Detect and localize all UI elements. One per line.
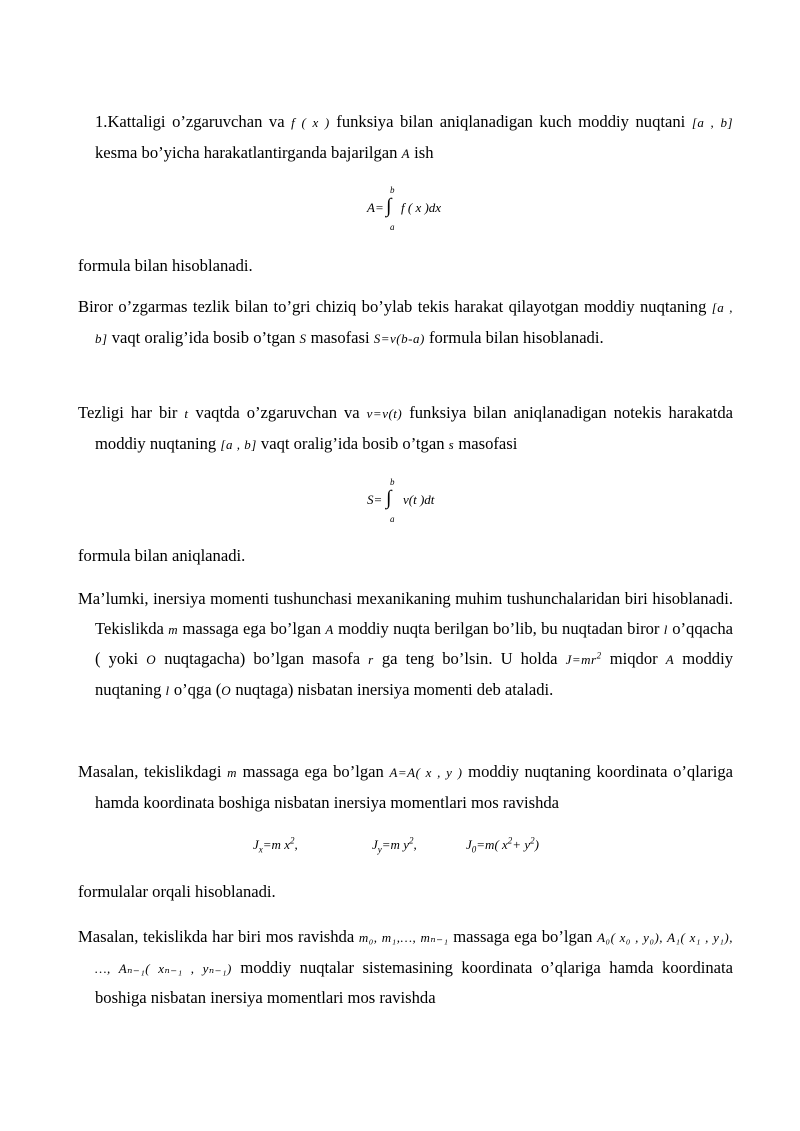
formula-lhs: A= [367, 200, 384, 215]
formula-lhs: S= [367, 492, 383, 507]
math-m: m [227, 765, 237, 780]
math-rhs: =m( x [476, 837, 508, 852]
text: o’qqacha ( yoki [95, 618, 734, 668]
integral-lower-limit: a [390, 222, 395, 232]
math-superscript: 2 [289, 835, 295, 846]
math-J: J [466, 837, 472, 852]
text: massaga ega bo’lgan [242, 762, 384, 781]
text: moddiy nuqtaning [95, 649, 733, 699]
math-rhs: ) [534, 837, 539, 852]
text: vaqt oralig’ida bosib o’tgan [111, 327, 296, 347]
math-comma: , [413, 837, 417, 852]
math-points: A₀( x₀ , y₀), A₁( x₁ , y₁), …, Aₙ₋₁( xₙ₋₁ , yₙ₋₁) [95, 930, 734, 976]
integral-lower-limit: a [390, 514, 395, 524]
math-A: A [401, 145, 411, 161]
math-superscript: 2 [530, 835, 535, 846]
text: masofasi [310, 327, 370, 347]
math-subscript: x [258, 844, 263, 855]
paragraph-variable-motion [78, 398, 733, 459]
text: moddiy nuqtalar sistemasining koordinata o’qlariga hamda koordinata boshiga nisbatan inersiya momentlari mos ravishda [95, 957, 733, 1007]
text: funksiya bilan aniqlanadigan kuch moddiy nuqtani [336, 112, 686, 131]
math-s: s [448, 436, 455, 452]
math-comma: , [294, 837, 298, 852]
formula-J0 [466, 837, 539, 853]
math-J-formula [566, 652, 602, 667]
text: nuqtaga) nisbatan inersiya momenti deb ataladi. [235, 679, 554, 699]
math-O: O [146, 652, 157, 667]
formula-integrand: v(t )dt [403, 492, 435, 507]
text: Masalan, tekislikdagi [78, 762, 222, 781]
paragraph-moment-of-inertia [78, 584, 733, 705]
text: vaqt oralig’ida bosib o’tgan [260, 433, 445, 453]
text: o’qga ( [173, 679, 222, 699]
math-rhs: =m y [381, 837, 409, 852]
math-velocity: v=v(t) [366, 406, 403, 421]
text: formula bilan hisoblanadi. [428, 327, 604, 347]
math-interval: [a , b] [95, 300, 734, 346]
formula-Jy [372, 837, 417, 853]
formula-integrand: f ( x )dx [401, 200, 442, 215]
math-masses: m₀, m₁,…, mₙ₋₁ [358, 930, 449, 945]
math-l: l [663, 621, 668, 637]
math-interval: [a , b] [220, 436, 257, 452]
integral-sign: ∫ [386, 195, 392, 217]
math-point-A: A=A( x , y ) [389, 765, 463, 780]
text: ish [414, 142, 434, 162]
text: massaga ega bo’lgan [453, 927, 593, 946]
paragraph-uniform-motion [78, 292, 733, 353]
text: masofasi [458, 433, 518, 453]
text: Masalan, tekislikda har biri mos ravishda [78, 927, 355, 946]
math-interval: [a , b] [691, 115, 734, 130]
integral-upper-limit: b [390, 477, 395, 487]
math-fx: f ( x ) [291, 115, 330, 130]
text: kesma bo’yicha harakatlantirganda bajarilgan [95, 142, 398, 162]
text: nuqtagacha) bo’lgan masofa [164, 649, 361, 668]
paragraph-point-inertia [78, 757, 733, 817]
text: Biror o’zgarmas tezlik bilan to’gri chiziq bo’ylab tekis harakat qilayotgan moddiy nuqtaning [78, 297, 707, 316]
math-rhs: =m x [262, 837, 290, 852]
text: moddiy nuqta berilgan bo’lib, bu nuqtadan biror [338, 618, 660, 638]
math-rhs: + y [512, 837, 531, 852]
math-J: J [253, 837, 259, 852]
text: moddiy nuqtaning koordinata o’qlariga hamda koordinata boshiga nisbatan inersiya momentlari mos ravishda [95, 762, 733, 812]
math-subscript: y [377, 844, 382, 855]
integral-upper-limit: b [390, 185, 395, 195]
math-J-base: J=mr [565, 652, 597, 667]
math-superscript: 2 [507, 835, 513, 846]
text: Ma’lumki, inersiya momenti tushunchasi mexanikaning muhim tushunchalaridan biri hisoblanadi. Tekislikda [78, 589, 733, 638]
math-superscript: 2 [408, 835, 414, 846]
paragraph-system-inertia [78, 922, 733, 1013]
math-subscript: 0 [471, 844, 477, 855]
math-A: A [665, 652, 675, 667]
math-distance-formula: S=v(b-a) [373, 330, 425, 346]
math-O: O [221, 682, 232, 698]
math-S: S [299, 330, 307, 346]
math-t: t [184, 406, 189, 421]
math-r: r [368, 652, 374, 667]
math-J: J [372, 837, 378, 852]
text: miqdor [609, 649, 658, 668]
paragraph-work-definition [95, 107, 733, 168]
text: Tezligi har bir [78, 403, 178, 422]
paragraph: formula bilan hisoblanadi. [78, 256, 253, 275]
text: massaga ega bo’lgan [182, 618, 322, 638]
text: ga teng bo’lsin. U holda [381, 649, 558, 668]
text: vaqtda o’zgaruvchan va [195, 403, 360, 422]
text: 1.Kattaligi o’zgaruvchan va [95, 112, 285, 131]
integral-sign: ∫ [386, 487, 392, 509]
math-m: m [168, 621, 179, 637]
math-l: l [165, 682, 170, 698]
math-superscript: 2 [596, 650, 602, 661]
text: funksiya bilan aniqlanadigan notekis harakatda moddiy nuqtaning [95, 403, 733, 453]
formula-Jx [253, 837, 298, 853]
math-A: A [325, 621, 334, 637]
paragraph: formulalar orqali hisoblanadi. [78, 882, 276, 901]
paragraph: formula bilan aniqlanadi. [78, 546, 246, 565]
